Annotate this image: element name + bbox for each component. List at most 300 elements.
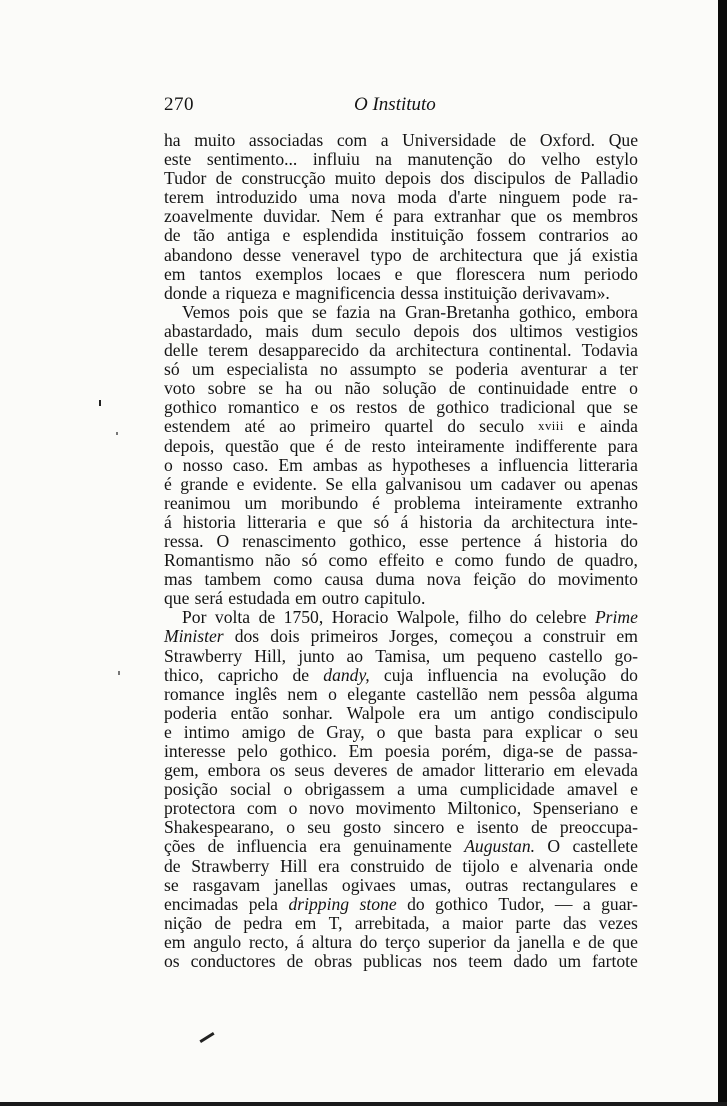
word: janellas [274,874,328,895]
text-line [164,818,638,837]
word: d'arte [448,187,487,208]
word: Palladio [580,168,638,189]
word: Romantismo [164,550,254,571]
word: cumplicidade [459,779,555,800]
word: é [325,435,334,456]
word: o [593,721,603,742]
word: depois [385,168,431,189]
word: evolução [542,664,607,685]
word: elegante [347,683,406,704]
word: de [408,397,426,418]
word: fossem [476,225,527,246]
word: duvidar. [263,206,321,227]
word: ha [164,130,181,150]
word: o [629,378,638,399]
word: sentimento... [206,149,298,170]
word: e [630,798,638,819]
word: nosso [182,454,223,475]
word: locaes [336,263,381,284]
word: periodo [584,263,638,284]
word: architectura [395,340,479,361]
word: muito [194,130,236,150]
word: voto [164,378,196,399]
word: e [510,855,518,876]
word: magnificencia [295,282,396,303]
word: fundo [504,550,546,571]
word: superior [428,931,486,952]
word: só [164,359,180,380]
word: estudada [228,588,290,609]
word: até [244,416,266,437]
word: de [215,168,233,189]
word: continental. [488,340,572,361]
word: ções [164,836,196,857]
word: effeito [378,550,425,571]
text-line [164,226,638,245]
word: e [577,416,586,437]
word: restos [356,397,398,418]
text-line [164,876,638,895]
word: instituição [443,282,518,303]
word: assumpto [349,359,417,380]
word: Em [348,741,373,761]
word: depois, [164,435,215,456]
word: Walpole, [396,607,460,628]
word: rasgavam [192,874,261,895]
word: porém, [441,741,491,761]
text-line [164,303,638,322]
word: extranho [576,492,638,513]
text-line [164,169,638,188]
word: Hill [280,855,308,876]
text-line [164,322,638,341]
word: teem [468,951,503,972]
word: se [258,378,274,399]
word: Strawberry [191,855,270,876]
word: guar- [601,893,638,914]
text-line [164,532,638,551]
word: e [630,779,638,800]
word: da [493,931,511,952]
word: e [394,263,403,284]
word: dois [270,626,300,647]
word: os [269,760,286,781]
word: contrarios [538,225,609,246]
word: 1750, [283,607,324,628]
text-line [164,341,638,360]
word: o [328,683,337,704]
word: um [469,473,493,494]
word: protectora [164,798,236,819]
word: e [456,817,465,838]
word: gothico, [518,301,577,322]
word: inteiramente [416,435,505,456]
word: maior [462,912,504,933]
word: em [294,912,317,933]
word: renascimento [242,530,336,551]
word: gothico [436,397,490,418]
word: e [310,397,319,418]
word: ambas [312,454,358,475]
word: uma [417,779,448,800]
word: é [375,206,384,227]
text-line [164,284,638,303]
word: obras [314,951,353,972]
word: de [509,130,527,150]
word: inteiramente [474,492,563,513]
word: thico, [164,664,204,685]
word: e [164,721,172,742]
word: arrebitada, [354,912,430,933]
text-line [164,417,638,436]
word: caso. [232,454,269,475]
word: tão [193,225,215,246]
word: a [480,454,489,475]
word: extranhar [434,206,501,227]
word: que [164,588,190,609]
word: historia [183,511,236,532]
word: litteraria [247,511,307,532]
word: Universidade [402,130,496,150]
word: Todavia [581,340,638,361]
word: resto [371,435,406,456]
text-line [164,723,638,742]
word: com [246,798,278,819]
word: de [435,855,452,876]
word: nova [426,569,461,590]
text-line [164,799,638,818]
word: era [319,836,341,857]
word: onde [603,855,638,876]
word: estylo [595,149,638,170]
text-line [164,265,638,284]
word: pois [239,301,269,322]
word: ra- [618,187,638,208]
word: era [418,702,441,723]
word: de [214,912,232,933]
page-number: 270 [164,94,194,115]
word: exemplos [255,263,323,284]
word: da [483,511,501,532]
word: dos [234,626,260,647]
word: a [441,912,450,933]
word: outras [465,874,509,895]
text-line [164,647,638,666]
word: do [359,931,378,952]
word: Hill, [254,645,287,666]
word: pessôa [528,683,576,704]
word: manutenção [407,149,493,170]
word: e [630,874,638,895]
word: antiga [227,225,271,246]
word: novo [308,798,345,819]
word: ogivaes [341,874,396,895]
word: pelo [237,741,268,761]
word: posição [164,779,218,800]
word: publicas [363,951,422,972]
text-line [164,685,638,704]
word: a [582,893,591,914]
word: de [164,225,181,246]
word: á [533,530,542,551]
word: á [296,931,305,952]
text-line [164,475,638,494]
word: basta [434,721,471,742]
word: velho [541,149,581,170]
word: de [412,244,429,265]
word: que [586,397,613,418]
word: de [207,836,225,857]
word: do [528,569,546,590]
word: seculo [355,320,401,341]
word: a [599,359,608,380]
word: ao [621,225,638,246]
text-line [164,837,638,856]
word: O [547,836,561,857]
text-line [164,780,638,799]
word: o [376,721,386,742]
word: na [511,664,529,685]
word: historia [554,530,608,551]
word: ninguem [498,187,561,208]
word: ou [564,473,582,494]
word: era [318,855,340,876]
word: seculo [479,416,525,437]
word: tantos [199,263,242,284]
word: Augustan. [464,836,536,857]
word: uma [309,187,340,208]
word: esse [419,530,449,551]
word: ao [346,645,364,666]
word: mas [164,569,193,590]
word: membros [572,206,638,227]
word: depois [413,320,460,341]
word: para [393,206,424,227]
word: muito [334,168,376,189]
word: de [588,931,605,952]
word: só [373,511,390,532]
word: já [568,244,582,265]
word: que [612,931,638,952]
word: os [164,951,180,972]
word: no [320,359,338,380]
word: genuinamente [353,836,452,857]
ink-speck [116,432,118,435]
word: sobre [207,378,246,399]
word: em [295,588,317,609]
word: á [400,511,409,532]
text-line [164,150,638,169]
text-line [164,188,638,207]
text-line [164,666,638,685]
word: quartel [384,416,434,437]
word: introduzido [216,187,298,208]
word: um [558,951,581,972]
word: explicar [525,721,582,742]
text-line [164,570,638,589]
word: capricho [217,664,279,685]
word: em [164,931,186,952]
word: que [277,301,303,322]
word: e [236,473,245,494]
word: seu [614,721,638,742]
word: especialista [226,359,308,380]
word: influencia [236,836,307,857]
word: castello [548,645,603,666]
word: de [292,664,310,685]
text-line [164,627,638,646]
word: as [367,454,383,475]
word: pertence [461,530,521,551]
word: embora [585,301,638,322]
word: deveres [333,760,388,781]
word: Gray, [326,721,365,742]
word: Se [325,473,343,494]
word: pela [248,893,278,914]
word: typo [370,244,402,265]
word: Walpole [346,702,405,723]
word: dum [311,320,343,341]
text-line [164,207,638,226]
word: com [336,130,368,150]
word: alvenaria [528,855,594,876]
word: será [194,588,223,609]
word: existia [592,244,638,265]
word: estendem [164,416,231,437]
word: hypotheses [392,454,471,475]
word: que [289,435,315,456]
word: desapparecido [258,340,360,361]
word: poesia [384,741,430,761]
word: mais [265,320,299,341]
word: que [336,511,363,532]
word: go- [614,645,638,666]
word: passa- [593,741,638,761]
word: do [407,893,425,914]
word: Em [278,454,303,475]
word: Miltonico, [447,798,522,819]
word: ao [279,416,296,437]
word: poderia [455,359,509,380]
text-line [164,761,638,780]
word: dessa [400,282,439,303]
word: como [454,550,494,571]
word: desse [242,244,282,265]
word: evidente. [252,473,317,494]
word: Por [182,607,207,628]
word: ella [351,473,377,494]
word: continuidade [478,378,569,399]
word: Tamisa, [375,645,431,666]
word: pode [572,187,607,208]
word: moda [397,187,437,208]
word: problema [393,492,461,513]
word: dos [472,320,497,341]
word: esplendida [302,225,378,246]
word: num [538,263,571,284]
word: Oxford. [539,130,596,150]
body-text [164,131,638,971]
word: riqueza [225,282,278,303]
word: Minister [164,626,224,647]
word: de [554,168,572,189]
word: capitulo. [364,588,426,609]
word: pedra [243,912,283,933]
text-line [164,914,638,933]
word: primeiros [310,626,379,647]
word: ter [619,359,638,380]
word: associadas [248,130,324,150]
text-line [164,551,638,570]
word: nem [287,683,318,704]
word: Strawberry [164,645,243,666]
word: seu [307,817,331,838]
word: construido [350,855,425,876]
word: em [553,760,576,781]
word: que [510,206,537,227]
word: zoavelmente [164,206,253,227]
scan-edge-shadow [718,0,727,1106]
word: do [620,664,638,685]
word: o [164,454,173,475]
text-line [164,933,638,952]
word: que [416,263,442,284]
word: sonhar. [282,702,333,723]
word: castellete [572,836,638,857]
word: discipulos [473,168,546,189]
text-line [164,952,638,971]
text-line [164,513,638,532]
word: antigo [490,702,535,723]
word: ressa. [164,530,204,551]
word: nem [488,683,519,704]
word: não [265,550,291,571]
word: preoccupa- [559,817,638,838]
ink-speck [99,400,101,406]
word: de [396,760,414,781]
word: terem [164,187,205,208]
word: do [620,530,638,551]
word: em [164,263,186,284]
word: vezes [598,912,638,933]
word: para [607,435,638,456]
word: como [273,569,313,590]
word: nova [351,187,386,208]
word: romantico [227,397,300,418]
word: á [164,511,172,532]
word: Shakespearano, [164,817,274,838]
word: é [164,473,172,494]
text-line [164,742,638,761]
text-line [164,131,638,150]
word: de [530,817,548,838]
word: a [212,282,221,303]
word: questão [225,435,279,456]
word: instituição [390,225,464,246]
word: derivavam». [522,282,610,303]
word: gothico, [348,530,407,551]
word: altura [311,931,352,952]
word: a [523,626,532,647]
word: abandono [164,244,233,265]
word: encimadas [164,893,239,914]
word: um [453,702,477,723]
word: o [286,817,295,838]
word: parte [515,912,551,933]
word: o [283,779,293,800]
text-line [164,704,638,723]
word: de [448,378,466,399]
